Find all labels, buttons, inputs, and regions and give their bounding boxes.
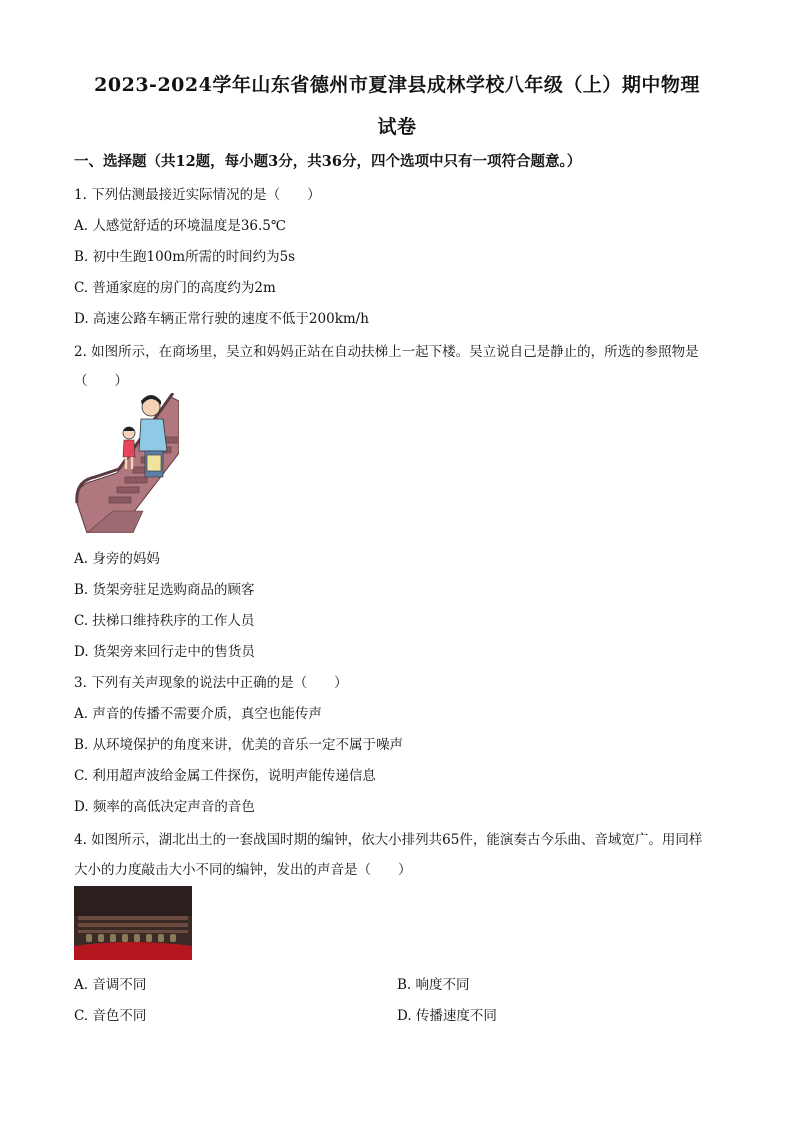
q2-option-b: B. 货架旁驻足选购商品的顾客 <box>74 582 255 598</box>
q4-option-d: D. 传播速度不同 <box>397 1008 497 1024</box>
q2-option-c: C. 扶梯口维持秩序的工作人员 <box>74 613 255 629</box>
q1-stem: 1. 下列估测最接近实际情况的是（ ） <box>74 187 321 203</box>
q2-option-a: A. 身旁的妈妈 <box>74 551 160 567</box>
escalator-figure <box>73 393 179 533</box>
q3-option-c: C. 利用超声波给金属工件探伤，说明声能传递信息 <box>74 768 376 784</box>
q1-option-c: C. 普通家庭的房门的高度约为2m <box>74 280 276 296</box>
q3-option-d: D. 频率的高低决定声音的音色 <box>74 799 255 815</box>
exam-title-line2: 试卷 <box>377 116 417 138</box>
q2-option-d: D. 货架旁来回行走中的售货员 <box>74 644 255 660</box>
q3-option-b: B. 从环境保护的角度来讲，优美的音乐一定不属于噪声 <box>74 737 404 753</box>
q1-option-b: B. 初中生跑100m所需的时间约为5s <box>74 249 296 265</box>
q1-option-d: D. 高速公路车辆正常行驶的速度不低于200km/h <box>74 311 369 327</box>
q4-option-b: B. 响度不同 <box>397 977 470 993</box>
q3-option-a: A. 声音的传播不需要介质，真空也能传声 <box>74 706 322 722</box>
q3-stem: 3. 下列有关声现象的说法中正确的是（ ） <box>74 675 348 691</box>
q2-stem-line2: （ ） <box>74 373 128 389</box>
q4-option-a: A. 音调不同 <box>74 977 147 993</box>
exam-title-line1: 2023-2024学年山东省德州市夏津县成林学校八年级（上）期中物理 <box>94 74 700 96</box>
q1-option-a: A. 人感觉舒适的环境温度是36.5℃ <box>74 218 286 234</box>
q4-stem-line1: 4. 如图所示，湖北出土的一套战国时期的编钟，依大小排列共65件，能演奏古今乐曲、音域宽广。用同样 <box>74 832 703 848</box>
q2-stem-line1: 2. 如图所示，在商场里，吴立和妈妈正站在自动扶梯上一起下楼。吴立说自己是静止的，所选的参照物是 <box>74 344 699 360</box>
bianzhong-bells-photo <box>74 886 192 960</box>
section-heading-choice: 一、选择题（共12题，每小题3分，共36分，四个选项中只有一项符合题意。） <box>74 153 582 170</box>
q4-stem-line2: 大小的力度敲击大小不同的编钟，发出的声音是（ ） <box>74 862 412 878</box>
q4-option-c: C. 音色不同 <box>74 1008 147 1024</box>
